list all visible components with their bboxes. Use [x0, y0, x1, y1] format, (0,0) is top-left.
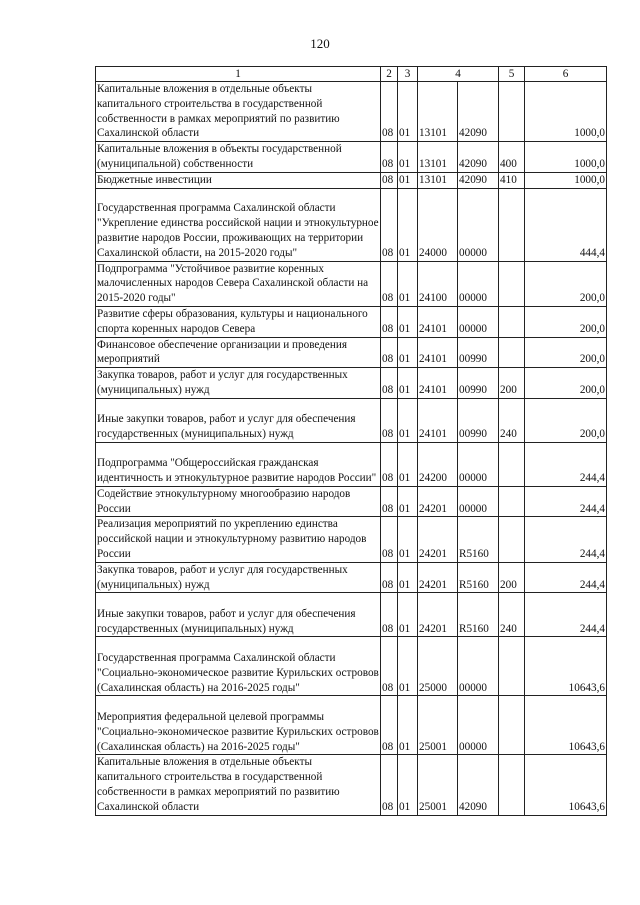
subsection-code: 01 — [398, 261, 418, 306]
header-col-5: 5 — [499, 67, 525, 82]
expense-type-code — [499, 188, 525, 261]
amount: 444,4 — [525, 188, 607, 261]
section-code: 08 — [381, 637, 398, 696]
amount: 244,4 — [525, 442, 607, 486]
expense-type-code: 240 — [499, 593, 525, 637]
section-code: 08 — [381, 517, 398, 562]
direction-code: 00990 — [458, 398, 499, 442]
program-code: 25000 — [418, 637, 458, 696]
subsection-code: 01 — [398, 142, 418, 173]
row-name: Капитальные вложения в объекты государственной (муниципальной) собственности — [96, 142, 381, 173]
subsection-code: 01 — [398, 188, 418, 261]
section-code: 08 — [381, 142, 398, 173]
section-code: 08 — [381, 486, 398, 517]
section-code: 08 — [381, 337, 398, 368]
direction-code: R5160 — [458, 517, 499, 562]
direction-code: 00000 — [458, 696, 499, 755]
table-row — [96, 398, 607, 442]
table-row — [96, 517, 607, 562]
table-row — [96, 696, 607, 755]
expense-type-code — [499, 696, 525, 755]
expense-type-code: 200 — [499, 562, 525, 593]
row-name: Государственная программа Сахалинской области "Социально-экономическое развитие Курильских островов (Сахалинская область) на 2016-2025 годы" — [96, 637, 381, 696]
expense-type-code: 410 — [499, 172, 525, 188]
direction-code: R5160 — [458, 593, 499, 637]
row-name: Государственная программа Сахалинской области "Укрепление единства российской нации и этнокультурное развитие народов России, проживающих на территории Сахалинской области, на 2015-2020 годы" — [96, 188, 381, 261]
amount: 244,4 — [525, 486, 607, 517]
table-row — [96, 337, 607, 368]
amount: 10643,6 — [525, 637, 607, 696]
amount: 10643,6 — [525, 755, 607, 815]
row-name: Развитие сферы образования, культуры и национального спорта коренных народов Севера — [96, 306, 381, 337]
amount: 1000,0 — [525, 82, 607, 142]
subsection-code: 01 — [398, 562, 418, 593]
header-col-6: 6 — [525, 67, 607, 82]
amount: 200,0 — [525, 337, 607, 368]
amount: 244,4 — [525, 517, 607, 562]
row-name: Капитальные вложения в отдельные объекты капитального строительства в государственной собственности в рамках мероприятий по развитию Сахалинской области — [96, 755, 381, 815]
table-row — [96, 755, 607, 815]
row-name: Подпрограмма "Устойчивое развитие коренных малочисленных народов Севера Сахалинской области на 2015-2020 годы" — [96, 261, 381, 306]
row-name: Подпрограмма "Общероссийская гражданская идентичность и этнокультурное развитие народов России" — [96, 442, 381, 486]
program-code: 24101 — [418, 306, 458, 337]
section-code: 08 — [381, 562, 398, 593]
subsection-code: 01 — [398, 82, 418, 142]
expense-type-code — [499, 442, 525, 486]
direction-code: 00990 — [458, 337, 499, 368]
direction-code: 00000 — [458, 637, 499, 696]
amount: 244,4 — [525, 593, 607, 637]
expense-type-code — [499, 306, 525, 337]
table-row — [96, 562, 607, 593]
program-code: 13101 — [418, 82, 458, 142]
direction-code: R5160 — [458, 562, 499, 593]
header-col-2: 2 — [381, 67, 398, 82]
program-code: 24000 — [418, 188, 458, 261]
amount: 1000,0 — [525, 142, 607, 173]
program-code: 25001 — [418, 755, 458, 815]
subsection-code: 01 — [398, 637, 418, 696]
header-row — [96, 67, 607, 82]
section-code: 08 — [381, 696, 398, 755]
program-code: 24201 — [418, 517, 458, 562]
section-code: 08 — [381, 593, 398, 637]
program-code: 24101 — [418, 398, 458, 442]
section-code: 08 — [381, 306, 398, 337]
budget-table — [95, 66, 607, 816]
section-code: 08 — [381, 172, 398, 188]
row-name: Мероприятия федеральной целевой программы "Социально-экономическое развитие Курильских островов (Сахалинская область) на 2016-2025 годы" — [96, 696, 381, 755]
program-code: 25001 — [418, 696, 458, 755]
direction-code: 42090 — [458, 172, 499, 188]
table-row — [96, 368, 607, 399]
direction-code: 00000 — [458, 188, 499, 261]
expense-type-code: 200 — [499, 368, 525, 399]
page-number: 120 — [310, 36, 330, 51]
section-code: 08 — [381, 398, 398, 442]
table-row — [96, 486, 607, 517]
row-name: Иные закупки товаров, работ и услуг для обеспечения государственных (муниципальных) нужд — [96, 593, 381, 637]
row-name: Реализация мероприятий по укреплению единства российской нации и этнокультурному развитию народов России — [96, 517, 381, 562]
amount: 1000,0 — [525, 172, 607, 188]
direction-code: 00000 — [458, 486, 499, 517]
subsection-code: 01 — [398, 593, 418, 637]
subsection-code: 01 — [398, 755, 418, 815]
expense-type-code: 240 — [499, 398, 525, 442]
table-row — [96, 306, 607, 337]
row-name: Финансовое обеспечение организации и проведения мероприятий — [96, 337, 381, 368]
section-code: 08 — [381, 368, 398, 399]
table-row — [96, 593, 607, 637]
direction-code: 42090 — [458, 755, 499, 815]
program-code: 13101 — [418, 142, 458, 173]
amount: 200,0 — [525, 261, 607, 306]
section-code: 08 — [381, 755, 398, 815]
row-name: Бюджетные инвестиции — [96, 172, 381, 188]
amount: 200,0 — [525, 306, 607, 337]
row-name: Содействие этнокультурному многообразию народов России — [96, 486, 381, 517]
subsection-code: 01 — [398, 696, 418, 755]
amount: 200,0 — [525, 368, 607, 399]
program-code: 24101 — [418, 337, 458, 368]
program-code: 13101 — [418, 172, 458, 188]
program-code: 24201 — [418, 562, 458, 593]
expense-type-code — [499, 486, 525, 517]
program-code: 24101 — [418, 368, 458, 399]
direction-code: 00990 — [458, 368, 499, 399]
header-col-4: 4 — [418, 67, 499, 82]
amount: 10643,6 — [525, 696, 607, 755]
table-row — [96, 142, 607, 173]
direction-code: 00000 — [458, 442, 499, 486]
expense-type-code — [499, 517, 525, 562]
header-col-3: 3 — [398, 67, 418, 82]
subsection-code: 01 — [398, 306, 418, 337]
program-code: 24201 — [418, 593, 458, 637]
row-name: Иные закупки товаров, работ и услуг для обеспечения государственных (муниципальных) нужд — [96, 398, 381, 442]
table-row — [96, 261, 607, 306]
section-code: 08 — [381, 442, 398, 486]
row-name: Капитальные вложения в отдельные объекты капитального строительства в государственной собственности в рамках мероприятий по развитию Сахалинской области — [96, 82, 381, 142]
program-code: 24200 — [418, 442, 458, 486]
subsection-code: 01 — [398, 398, 418, 442]
subsection-code: 01 — [398, 486, 418, 517]
direction-code: 42090 — [458, 142, 499, 173]
row-name: Закупка товаров, работ и услуг для государственных (муниципальных) нужд — [96, 368, 381, 399]
section-code: 08 — [381, 188, 398, 261]
program-code: 24201 — [418, 486, 458, 517]
table-row — [96, 188, 607, 261]
table-body — [96, 67, 607, 816]
section-code: 08 — [381, 82, 398, 142]
row-name: Закупка товаров, работ и услуг для государственных (муниципальных) нужд — [96, 562, 381, 593]
subsection-code: 01 — [398, 517, 418, 562]
subsection-code: 01 — [398, 337, 418, 368]
table-row — [96, 442, 607, 486]
table-row — [96, 172, 607, 188]
direction-code: 00000 — [458, 261, 499, 306]
direction-code: 00000 — [458, 306, 499, 337]
expense-type-code — [499, 755, 525, 815]
header-col-1: 1 — [96, 67, 381, 82]
subsection-code: 01 — [398, 442, 418, 486]
amount: 244,4 — [525, 562, 607, 593]
program-code: 24100 — [418, 261, 458, 306]
subsection-code: 01 — [398, 172, 418, 188]
expense-type-code — [499, 337, 525, 368]
expense-type-code: 400 — [499, 142, 525, 173]
direction-code: 42090 — [458, 82, 499, 142]
table-row — [96, 637, 607, 696]
expense-type-code — [499, 637, 525, 696]
amount: 200,0 — [525, 398, 607, 442]
table-row — [96, 82, 607, 142]
expense-type-code — [499, 82, 525, 142]
subsection-code: 01 — [398, 368, 418, 399]
section-code: 08 — [381, 261, 398, 306]
expense-type-code — [499, 261, 525, 306]
